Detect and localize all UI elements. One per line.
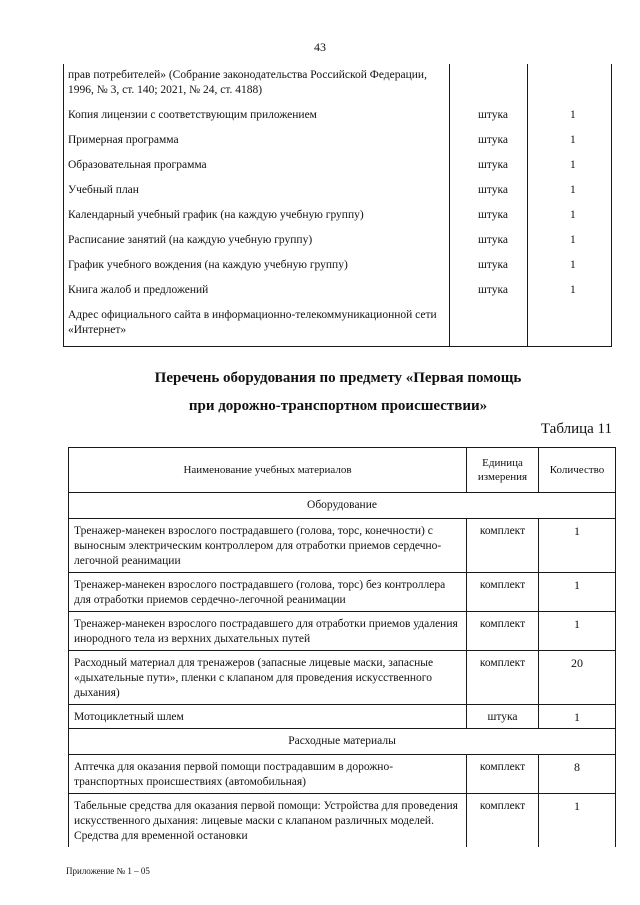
row-unit: комплект xyxy=(467,794,539,848)
table-row xyxy=(69,794,616,848)
header-qty: Количество xyxy=(539,448,616,493)
row-name: Расписание занятий (на каждую учебную группу) xyxy=(64,231,450,256)
row-unit: штука xyxy=(450,156,528,181)
page-number: 43 xyxy=(314,40,326,54)
table-row xyxy=(64,256,612,281)
table-row xyxy=(69,612,616,651)
row-name: Книга жалоб и предложений xyxy=(64,281,450,306)
section-equipment: Оборудование xyxy=(69,493,616,519)
row-name: Примерная программа xyxy=(64,131,450,156)
row-name: Адрес официального сайта в информационно-телекоммуникационной сети «Интернет» xyxy=(64,306,450,347)
table-row xyxy=(64,181,612,206)
row-name: Образовательная программа xyxy=(64,156,450,181)
row-name: Мотоциклетный шлем xyxy=(69,705,467,729)
row-unit: штука xyxy=(450,131,528,156)
equipment-table xyxy=(68,447,616,847)
table-row xyxy=(64,281,612,306)
row-unit: комплект xyxy=(467,755,539,794)
section-row xyxy=(69,729,616,755)
row-name: Календарный учебный график (на каждую учебную группу) xyxy=(64,206,450,231)
row-name: Расходный материал для тренажеров (запасные лицевые маски, запасные «дыхательные пути», пленки с клапаном для проведения искусственного дыхания) xyxy=(69,651,467,705)
table-row xyxy=(69,519,616,573)
row-unit: штука xyxy=(467,705,539,729)
row-qty: 20 xyxy=(539,651,616,705)
row-unit: штука xyxy=(450,106,528,131)
footer-note: Приложение № 1 – 05 xyxy=(66,866,150,876)
table-row xyxy=(64,306,612,347)
header-unit: Единица измерения xyxy=(467,448,539,493)
row-unit: штука xyxy=(450,206,528,231)
row-name: Табельные средства для оказания первой помощи: Устройства для проведения искусственного дыхания: лицевые маски с клапаном различных моделей. Средства для временной остановки xyxy=(69,794,467,848)
header-name: Наименование учебных материалов xyxy=(69,448,467,493)
row-qty xyxy=(528,64,612,106)
row-unit: штука xyxy=(450,231,528,256)
row-unit: комплект xyxy=(467,573,539,612)
row-name: Тренажер-манекен взрослого пострадавшего (голова, торс, конечности) с выносным электрическим контроллером для отработки приемов сердечно-легочной реанимации xyxy=(69,519,467,573)
table-caption: Таблица 11 xyxy=(540,421,612,437)
table-row xyxy=(69,755,616,794)
row-unit xyxy=(450,306,528,347)
table-row xyxy=(64,64,612,106)
row-name: График учебного вождения (на каждую учебную группу) xyxy=(64,256,450,281)
row-qty: 1 xyxy=(528,281,612,306)
table-row xyxy=(64,156,612,181)
table-row xyxy=(69,573,616,612)
section-heading-line1: Перечень оборудования по предмету «Первая помощь xyxy=(154,370,522,386)
table-row xyxy=(64,206,612,231)
section-consumables: Расходные материалы xyxy=(69,729,616,755)
row-unit: комплект xyxy=(467,651,539,705)
row-qty: 1 xyxy=(528,181,612,206)
row-name: Тренажер-манекен взрослого пострадавшего для отработки приемов удаления инородного тела из верхних дыхательных путей xyxy=(69,612,467,651)
row-name: Тренажер-манекен взрослого пострадавшего (голова, торс) без контроллера для отработки приемов сердечно-легочной реанимации xyxy=(69,573,467,612)
row-qty: 1 xyxy=(528,106,612,131)
table-header-row xyxy=(69,448,616,493)
row-qty: 1 xyxy=(528,256,612,281)
row-qty: 8 xyxy=(539,755,616,794)
row-unit: комплект xyxy=(467,519,539,573)
row-name: Копия лицензии с соответствующим приложением xyxy=(64,106,450,131)
table-row xyxy=(64,106,612,131)
row-name: прав потребителей» (Собрание законодательства Российской Федерации, 1996, № 3, ст. 140; 2021, № 24, ст. 4188) xyxy=(64,64,450,106)
row-qty: 1 xyxy=(539,612,616,651)
row-unit: штука xyxy=(450,281,528,306)
row-qty: 1 xyxy=(539,705,616,729)
row-unit: штука xyxy=(450,256,528,281)
row-qty xyxy=(528,306,612,347)
row-name: Аптечка для оказания первой помощи пострадавшим в дорожно-транспортных происшествиях (автомобильная) xyxy=(69,755,467,794)
table-row xyxy=(69,651,616,705)
documents-table xyxy=(63,64,612,347)
table-row xyxy=(64,131,612,156)
row-unit: комплект xyxy=(467,612,539,651)
table-row xyxy=(64,231,612,256)
row-qty: 1 xyxy=(528,131,612,156)
row-qty: 1 xyxy=(539,573,616,612)
row-qty: 1 xyxy=(528,231,612,256)
section-heading-line2: при дорожно-транспортном происшествии» xyxy=(188,398,488,414)
row-qty: 1 xyxy=(528,156,612,181)
row-qty: 1 xyxy=(539,794,616,848)
row-name: Учебный план xyxy=(64,181,450,206)
row-qty: 1 xyxy=(528,206,612,231)
section-row xyxy=(69,493,616,519)
row-unit xyxy=(450,64,528,106)
row-unit: штука xyxy=(450,181,528,206)
row-qty: 1 xyxy=(539,519,616,573)
table-row xyxy=(69,705,616,729)
